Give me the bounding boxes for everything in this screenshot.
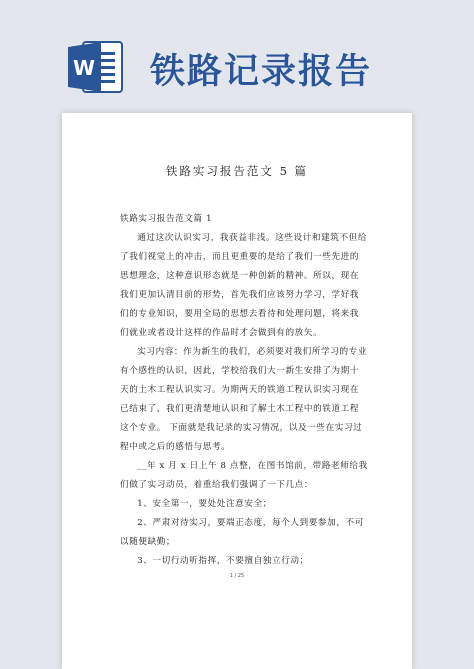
page-number: 1 / 25	[229, 573, 245, 579]
document-body	[120, 210, 368, 571]
section-label: 铁路实习报告范文篇 1	[120, 214, 213, 224]
document-page	[62, 113, 412, 669]
paragraph: __年 x 月 x 日上午 8 点整，在图书馆前，带路老师给我们做了实习动员，着重给我们强调了一下几点：	[120, 461, 368, 490]
paragraph: 实习内容：作为新生的我们，必须要对我们所学习的专业有个感性的认识，因此，学校给我们大一新生安排了为期十天的土木工程认识实习。为期两天的铁道工程认识实习现在已结束了，我们更清楚地认识和了解土木工程中的铁道工程这个专业。 下面就是我记录的实习情况，以及一些在实习过程中或之后的感悟与思考。	[120, 347, 368, 452]
paragraph: 通过这次认识实习，我获益非浅。这些设计和建筑不但给了我们视觉上的冲击，而且更重要的是给了我们一些先进的思想理念，这种意识形态就是一种创新的精神。所以，现在我们更加认清目前的形势，首先我们应该努力学习，学好我们的专业知识，要用全局的思想去看待和处理问题，将来我们就业或者设计这样的作品时才会做到有的放矢。	[120, 233, 368, 338]
document-title: 铁路实习报告范文 5 篇	[165, 164, 309, 178]
paragraph: 2、严肃对待实习，要端正态度，每个人到要参加，不可以随便缺勤；	[120, 518, 364, 547]
banner-title: 铁路记录报告	[150, 52, 373, 92]
svg-text:W: W	[72, 56, 96, 80]
paragraph: 3、一切行动听指挥，不要擅自独立行动；	[137, 556, 309, 566]
banner	[0, 0, 474, 112]
paragraph: 1、安全第一，要处处注意安全；	[137, 499, 272, 509]
word-document-icon	[66, 38, 124, 96]
